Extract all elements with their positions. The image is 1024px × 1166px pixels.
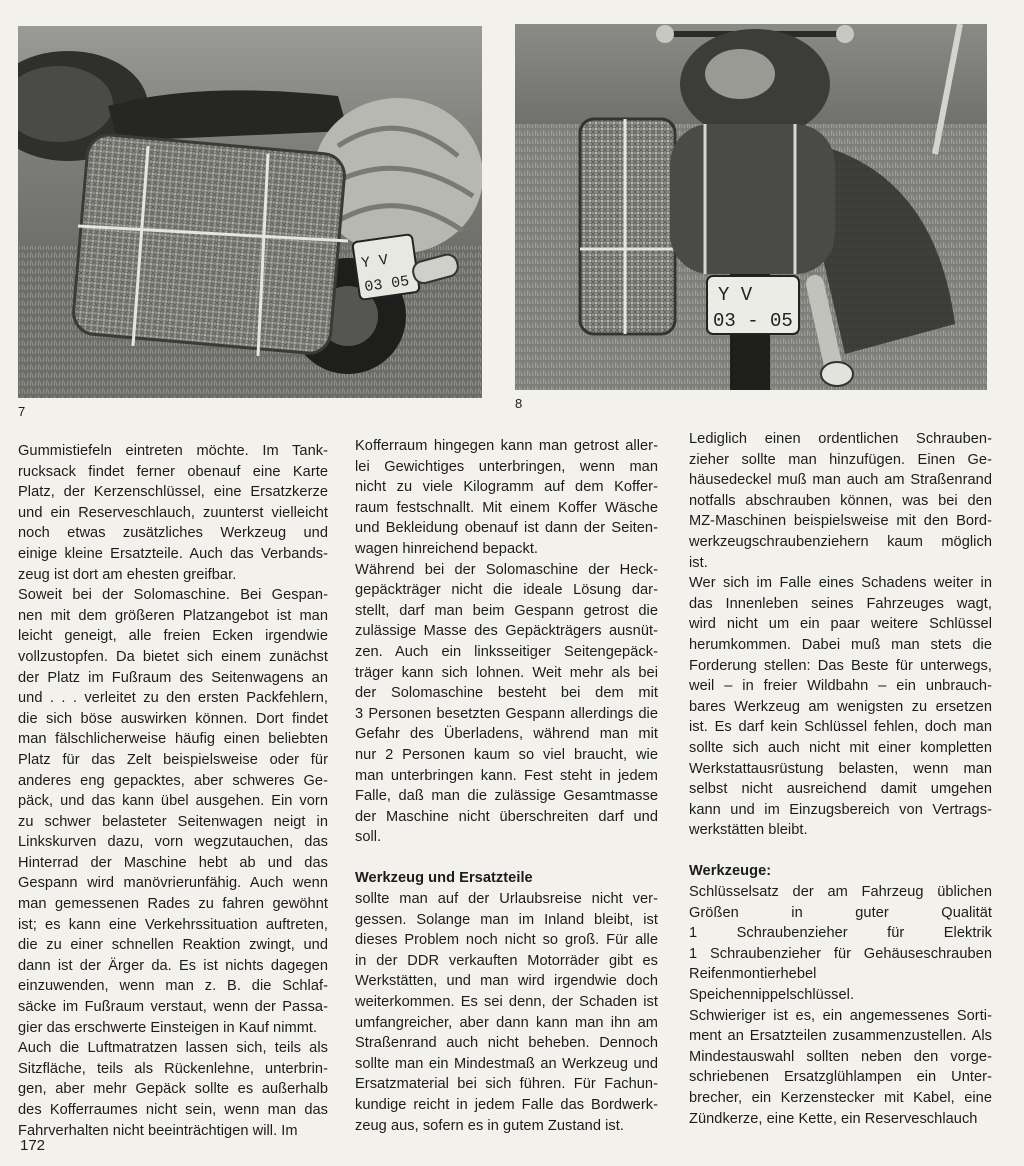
text-column-3: [689, 429, 992, 1129]
text-line: Lediglich einen ordentlichen Schrauben-: [689, 431, 992, 447]
text-line: der Maschine nicht überschreiten darf und: [355, 808, 658, 825]
text-line: 3 Personen besetzten Gespann allerdings die: [355, 705, 658, 722]
text-line: Mindestauswahl sollten neben den vorge-: [689, 1048, 992, 1065]
text-line: notfalls abschrauben können, was bei den: [689, 492, 992, 509]
text-line: ment an Ersatzteilen zusammenzustellen. Als: [689, 1028, 992, 1045]
text-line: Werkstätten, und man wird irgendwie doch: [355, 973, 658, 990]
text-line: ist.: [689, 554, 708, 571]
text-line: und ein Reserveschlauch, zuunterst vielleicht: [18, 504, 328, 521]
figure-7-plate-line-2: 03 05: [363, 272, 411, 297]
text-line: träger kann sich lohnen. Weit mehr als bei: [355, 664, 658, 681]
photo-motorcycle-suitcase-and-sleeping-bag-side-view: [18, 26, 482, 398]
text-line: nur 2 Personen kaum so viel braucht, wie: [355, 746, 658, 763]
text-line: Wer sich im Falle eines Schadens weiter in: [689, 575, 992, 592]
text-line: 1 Schraubenzieher für Elektrik: [689, 925, 992, 942]
text-line: noch etwas zusätzliches Werkzeug und: [18, 525, 328, 542]
text-line: Soweit bei der Solomaschine. Bei Gespan-: [18, 587, 328, 604]
text-line: leicht geneigt, alle freien Ecken irgendwie: [18, 628, 328, 645]
text-line: Forderung stellen: Das Beste für unterwegs,: [689, 657, 992, 674]
text-line: einzuwenden, wenn man z. B. die Schlaf-: [18, 978, 328, 995]
text-line: raum festschnallt. Mit einem Koffer Wäsche: [355, 499, 658, 516]
text-line: Größen in guter Qualität: [689, 904, 992, 921]
text-line: Kofferraum hingegen kann man getrost aller-: [355, 438, 658, 454]
text-line: man gemessenen Rades zu fahren gewöhnt: [18, 896, 328, 913]
text-line: Fahrverhalten nicht beeinträchtigen will. Im: [18, 1122, 298, 1139]
text-line: Platz für das Zelt beispielsweise oder für: [18, 751, 328, 768]
text-line: stellt, darf man beim Gespann getrost die: [355, 602, 658, 619]
text-line: Straßenrand auch nicht beheben. Dennoch: [355, 1035, 658, 1052]
text-line: Zündkerze, eine Kette, ein Reserveschlauch: [689, 1110, 978, 1127]
figure-8-plate-line-1: Y V: [718, 284, 753, 306]
text-line: säcke im Fußraum verstaut, wenn der Passa-: [18, 999, 328, 1016]
text-line: gepäckträger nicht die ideale Lösung dar-: [355, 582, 658, 599]
figure-number: 7: [18, 404, 26, 419]
page-number: 172: [20, 1137, 46, 1154]
text-column-1: [18, 441, 328, 1141]
text-column-2: [355, 436, 658, 1136]
text-line: Gefahr des Überladens, während man mit: [355, 726, 658, 743]
text-line: ist. Es darf kein Schlüssel fehlen, doch man: [689, 719, 992, 736]
text-line: MZ-Maschinen beispielsweise mit den Bord-: [689, 513, 992, 530]
text-line: sollte sich auch nicht mit einer kompletten: [689, 739, 992, 756]
text-line: und Bekleidung obenauf ist dann der Seiten-: [355, 520, 658, 537]
text-line: dieses Problem noch nicht so groß. Für alle: [355, 932, 658, 949]
text-line: Platz, der Kerzenschlüssel, eine Ersatzkerze: [18, 484, 328, 501]
text-line: Während bei der Solomaschine der Heck-: [355, 561, 658, 578]
text-line: selbst nicht ausreichend damit umgehen: [689, 781, 992, 798]
text-line: sollte man ein Mindestmaß an Werkzeug und: [355, 1055, 658, 1072]
text-line: lei Gewichtiges unterbringen, wenn man: [355, 458, 658, 475]
text-line: zeug aus, sofern es in gutem Zustand ist.: [355, 1117, 624, 1134]
text-line: einige kleine Ersatzteile. Auch das Verbands-: [18, 545, 328, 562]
text-line: gen, aber mehr Gepäck sollte es außerhalb: [18, 1081, 328, 1098]
text-line: Reifenmontierhebel: [689, 966, 817, 983]
text-line: Auch die Luftmatratzen lassen sich, teils als: [18, 1040, 328, 1057]
text-line: der Solomaschine besteht bei dem mit: [355, 685, 658, 702]
text-line: weiterkommen. Es sei denn, der Schaden ist: [355, 994, 658, 1011]
text-line: Falle, daß man die zulässige Gesamtmasse: [355, 788, 658, 805]
section-heading: Werkzeug und Ersatzteile: [355, 870, 533, 887]
text-line: zulässige Masse des Gepäckträgers ausnüt-: [355, 623, 658, 640]
text-line: des Kofferraumes nicht sein, wenn man das: [18, 1102, 328, 1118]
text-line: wird nicht um ein paar weitere Schlüssel: [689, 616, 992, 633]
text-line: häusedeckel muß man auch am Straßenrand: [689, 472, 992, 489]
text-line: und . . . verleitet zu den ersten Packfehlern,: [18, 690, 328, 707]
text-line: man fälschlicherweise häufig einen beliebten: [18, 731, 328, 748]
text-line: herumkommen. Dabei muß man stets die: [689, 636, 992, 653]
text-line: bares Werkzeug am wenigsten zu ersetzen: [689, 698, 992, 715]
text-line: kundige reicht in jedem Falle das Bordwerk-: [355, 1097, 658, 1113]
text-line: dann ist der Ärger da. Es ist nichts dagegen: [18, 957, 328, 974]
text-line: Werkstattausrüstung belasten, wenn man: [689, 760, 992, 777]
text-line: zu schwer belasteter Seitenwagen neigt in: [18, 813, 328, 830]
text-line: man unterbringen kann. Fest steht in jedem: [355, 767, 658, 784]
text-line: zeug ist dort am ehesten greifbar.: [18, 566, 237, 583]
text-line: umfangreicher, aber dann kann man ihn am: [355, 1014, 658, 1031]
text-line: nicht zu viele Kilogramm auf dem Koffer-: [355, 479, 658, 496]
text-line: die sich böse auswirken können. Dort findet: [18, 710, 328, 727]
text-line: Gespann wird manövrierunfähig. Auch wenn: [18, 875, 328, 892]
text-line: brecher, ein Kerzenstecker mit Kabel, eine: [689, 1090, 992, 1106]
text-line: Sitzfläche, teils als Rückenlehne, unterbrin-: [18, 1060, 328, 1077]
text-line: rucksack findet ferner obenauf eine Karte: [18, 463, 328, 480]
figure-8-plate-line-2: 03 - 05: [713, 310, 793, 332]
text-line: der Platz im Fußraum des Seitenwagens an: [18, 669, 328, 686]
text-line: Linkskurven dazu, vorn wegzutauchen, das: [18, 834, 328, 851]
text-line: kann und im Einzugsbereich von Vertrags-: [689, 801, 992, 818]
text-line: die zu einer schnellen Reaktion zwingt, und: [18, 937, 328, 954]
text-line: Hinterrad der Maschine hebt ab und das: [18, 854, 328, 871]
section-heading: Werkzeuge:: [689, 863, 772, 880]
text-line: anderes eng gepacktes, aber schweres Ge-: [18, 772, 328, 789]
figure-number: 8: [515, 396, 523, 411]
photo-motorcycle-luggage-rear-view: [515, 24, 987, 390]
text-line: zen. Auch ein linksseitiger Seitengepäck-: [355, 643, 658, 660]
text-line: zieher sollte man hinzufügen. Einen Ge-: [689, 451, 992, 468]
text-line: das Innenleben seines Fahrzeuges wagt,: [689, 595, 992, 612]
text-line: päck, und das kann übel ausgehen. Ein vorn: [18, 793, 328, 810]
text-line: Schlüsselsatz der am Fahrzeug üblichen: [689, 884, 992, 901]
text-line: nen mit dem größeren Platzangebot ist man: [18, 607, 328, 624]
text-line: soll.: [355, 829, 382, 846]
text-line: Speichennippelschlüssel.: [689, 987, 855, 1004]
text-line: gessen. Solange man im Inland bleibt, ist: [355, 911, 658, 928]
figure-7-plate-line-1: Y V: [360, 251, 390, 273]
text-line: gier das erschwerte Einsteigen in Kauf nimmt.: [18, 1019, 318, 1036]
text-line: schriebenen Ersatzglühlampen ein Unter-: [689, 1069, 992, 1086]
text-line: 1 Schraubenzieher für Gehäuseschrauben: [689, 945, 992, 962]
text-line: wagen hinreichend bepackt.: [355, 540, 539, 557]
text-line: werkzeugschraubenziehern kaum möglich: [689, 533, 992, 550]
text-line: werkstätten bleibt.: [689, 822, 808, 839]
text-line: in der DDR verkauften Motorräder gibt es: [355, 952, 658, 969]
text-line: weil – in freier Wildbahn – ein unbrauch-: [689, 678, 992, 695]
text-line: Gummistiefeln eintreten möchte. Im Tank-: [18, 443, 328, 459]
text-line: ist; es kann eine Verkehrssituation auftreten,: [18, 916, 328, 933]
text-line: vollzustopfen. Da bietet sich einem zunächst: [18, 648, 328, 665]
text-line: Ersatzmaterial bei sich führen. Für Fachun-: [355, 1076, 658, 1093]
text-line: sollte man auf der Urlaubsreise nicht ver-: [355, 891, 658, 908]
text-line: Schwieriger ist es, ein angemessenes Sorti-: [689, 1007, 992, 1024]
